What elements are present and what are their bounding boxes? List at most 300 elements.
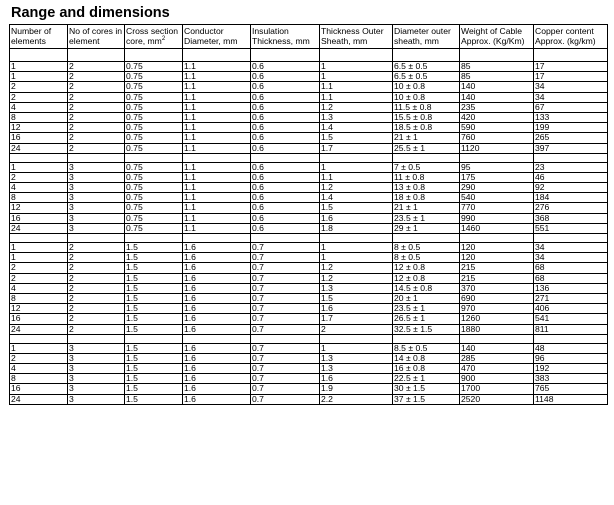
table-cell: 765 [534,384,608,394]
spacer-cell [320,334,393,343]
table-cell: 1 [10,243,68,253]
table-cell: 10 ± 0.8 [393,82,460,92]
table-cell: 24 [10,324,68,334]
table-row [10,273,608,283]
table-cell: 2 [68,112,125,122]
table-cell: 0.6 [251,133,320,143]
table-cell: 2 [10,353,68,363]
table-cell: 1.5 [125,343,183,353]
dimensions-table [9,24,608,405]
table-cell: 1.6 [183,394,251,404]
spacer-cell [320,49,393,62]
table-cell: 29 ± 1 [393,223,460,233]
table-cell: 4 [10,364,68,374]
table-body [10,49,608,405]
table-cell: 770 [460,203,534,213]
spacer-cell [393,234,460,243]
table-cell: 17 [534,62,608,72]
table-cell: 406 [534,304,608,314]
table-cell: 25.5 ± 1 [393,143,460,153]
table-cell: 6.5 ± 0.5 [393,72,460,82]
table-cell: 1 [10,62,68,72]
table-cell: 811 [534,324,608,334]
table-cell: 1.5 [125,283,183,293]
table-cell: 1.6 [320,374,393,384]
table-row [10,112,608,122]
table-cell: 1.1 [183,82,251,92]
table-cell: 1260 [460,314,534,324]
table-cell: 16 [10,384,68,394]
table-cell: 0.7 [251,343,320,353]
table-cell: 14 ± 0.8 [393,353,460,363]
table-cell: 1.1 [183,102,251,112]
table-cell: 8 [10,293,68,303]
spacer-cell [534,153,608,162]
table-cell: 0.7 [251,314,320,324]
table-cell: 2 [68,82,125,92]
header-copper-content: Copper content Approx. (kg/km) [534,25,608,49]
table-cell: 2 [10,263,68,273]
table-cell: 30 ± 1.5 [393,384,460,394]
table-cell: 3 [68,384,125,394]
table-row [10,203,608,213]
spacer-cell [125,334,183,343]
table-cell: 18.5 ± 0.8 [393,123,460,133]
spacer-cell [251,153,320,162]
table-cell: 0.75 [125,213,183,223]
table-cell: 1.6 [183,304,251,314]
table-cell: 1.6 [183,364,251,374]
spacer-cell [251,49,320,62]
spacer-cell [125,234,183,243]
table-cell: 1880 [460,324,534,334]
table-cell: 3 [68,203,125,213]
table-cell: 26.5 ± 1 [393,314,460,324]
table-cell: 34 [534,243,608,253]
table-cell: 0.7 [251,273,320,283]
table-cell: 470 [460,364,534,374]
table-cell: 8 ± 0.5 [393,243,460,253]
table-cell: 16 [10,213,68,223]
table-cell: 215 [460,263,534,273]
table-cell: 16 ± 0.8 [393,364,460,374]
spacer-cell [251,334,320,343]
table-cell: 24 [10,223,68,233]
table-cell: 10 ± 0.8 [393,92,460,102]
table-cell: 1.6 [320,213,393,223]
table-cell: 2 [68,123,125,133]
table-cell: 0.6 [251,72,320,82]
header-no-of-cores: No of cores in element [68,25,125,49]
table-cell: 1.5 [125,304,183,314]
group-spacer-row [10,334,608,343]
table-row [10,213,608,223]
table-cell: 760 [460,133,534,143]
table-cell: 0.6 [251,112,320,122]
document [9,5,609,405]
table-cell: 0.75 [125,172,183,182]
table-cell: 1.1 [183,143,251,153]
spacer-cell [460,153,534,162]
table-cell: 1.1 [183,213,251,223]
spacer-cell [320,153,393,162]
table-cell: 1.6 [183,353,251,363]
table-cell: 1.6 [183,343,251,353]
table-cell: 2 [68,304,125,314]
table-cell: 0.75 [125,193,183,203]
table-cell: 2 [68,253,125,263]
table-cell: 175 [460,172,534,182]
table-cell: 21 ± 1 [393,203,460,213]
table-row [10,123,608,133]
table-cell: 16 [10,314,68,324]
table-cell: 12 [10,123,68,133]
table-row [10,343,608,353]
table-cell: 12 ± 0.8 [393,273,460,283]
table-header [10,25,608,49]
table-cell: 2 [10,273,68,283]
table-cell: 2 [68,263,125,273]
table-cell: 1 [10,343,68,353]
table-cell: 68 [534,273,608,283]
table-row [10,133,608,143]
table-cell: 1.5 [125,324,183,334]
table-cell: 2 [10,172,68,182]
table-row [10,353,608,363]
table-cell: 285 [460,353,534,363]
table-cell: 2 [68,62,125,72]
table-cell: 2 [68,102,125,112]
table-cell: 1.6 [183,384,251,394]
table-cell: 2 [68,324,125,334]
table-row [10,324,608,334]
table-cell: 0.7 [251,394,320,404]
table-cell: 20 ± 1 [393,293,460,303]
table-cell: 8 [10,193,68,203]
table-cell: 3 [68,162,125,172]
table-cell: 970 [460,304,534,314]
table-row [10,364,608,374]
spacer-cell [460,49,534,62]
table-cell: 1.5 [125,243,183,253]
table-cell: 18 ± 0.8 [393,193,460,203]
table-cell: 0.7 [251,293,320,303]
table-cell: 3 [68,193,125,203]
table-cell: 1.2 [320,273,393,283]
table-cell: 46 [534,172,608,182]
table-cell: 11.5 ± 0.8 [393,102,460,112]
table-cell: 0.6 [251,172,320,182]
table-cell: 1.2 [320,102,393,112]
table-cell: 1.1 [183,72,251,82]
table-cell: 690 [460,293,534,303]
table-cell: 3 [68,374,125,384]
table-row [10,253,608,263]
table-cell: 1.3 [320,364,393,374]
table-cell: 24 [10,143,68,153]
table-cell: 0.7 [251,384,320,394]
table-cell: 1.1 [183,162,251,172]
table-cell: 1.1 [183,193,251,203]
table-cell: 85 [460,62,534,72]
table-cell: 67 [534,102,608,112]
spacer-cell [534,334,608,343]
table-cell: 3 [68,223,125,233]
table-row [10,162,608,172]
table-row [10,304,608,314]
table-cell: 235 [460,102,534,112]
table-cell: 1.5 [125,353,183,363]
table-cell: 4 [10,283,68,293]
table-cell: 1.1 [183,123,251,133]
table-cell: 0.75 [125,133,183,143]
table-cell: 2520 [460,394,534,404]
table-cell: 23.5 ± 1 [393,213,460,223]
table-cell: 540 [460,193,534,203]
table-row [10,102,608,112]
table-row [10,92,608,102]
table-cell: 1.5 [125,384,183,394]
table-cell: 1.1 [183,203,251,213]
table-cell: 24 [10,394,68,404]
table-cell: 136 [534,283,608,293]
table-cell: 271 [534,293,608,303]
table-cell: 1.5 [125,263,183,273]
table-cell: 8.5 ± 0.5 [393,343,460,353]
table-cell: 0.6 [251,123,320,133]
table-cell: 1.6 [183,314,251,324]
table-cell: 7 ± 0.5 [393,162,460,172]
table-cell: 0.6 [251,223,320,233]
spacer-cell [183,49,251,62]
table-cell: 265 [534,133,608,143]
table-cell: 16 [10,133,68,143]
table-cell: 1.5 [320,133,393,143]
spacer-cell [68,334,125,343]
table-cell: 900 [460,374,534,384]
table-cell: 1.6 [183,374,251,384]
table-row [10,394,608,404]
table-cell: 48 [534,343,608,353]
table-row [10,72,608,82]
table-cell: 140 [460,82,534,92]
table-cell: 1.3 [320,112,393,122]
table-cell: 8 [10,112,68,122]
spacer-cell [534,234,608,243]
table-cell: 1 [10,162,68,172]
table-cell: 199 [534,123,608,133]
table-cell: 0.7 [251,353,320,363]
table-cell: 34 [534,253,608,263]
table-cell: 0.6 [251,193,320,203]
table-cell: 1 [10,253,68,263]
table-cell: 140 [460,343,534,353]
header-number-of-elements: Number of elements [10,25,68,49]
table-cell: 276 [534,203,608,213]
spacer-cell [183,334,251,343]
table-cell: 0.7 [251,243,320,253]
table-cell: 37 ± 1.5 [393,394,460,404]
table-cell: 13 ± 0.8 [393,183,460,193]
table-cell: 0.75 [125,92,183,102]
spacer-cell [10,234,68,243]
table-cell: 4 [10,183,68,193]
spacer-cell [251,234,320,243]
table-cell: 34 [534,82,608,92]
table-cell: 1.5 [125,374,183,384]
spacer-cell [460,234,534,243]
table-row [10,283,608,293]
spacer-cell [393,334,460,343]
table-cell: 1120 [460,143,534,153]
table-row [10,384,608,394]
group-spacer-row [10,234,608,243]
spacer-cell [10,334,68,343]
table-cell: 8 [10,374,68,384]
table-cell: 1460 [460,223,534,233]
table-cell: 0.6 [251,62,320,72]
table-row [10,314,608,324]
table-row [10,243,608,253]
table-cell: 1.5 [125,293,183,303]
table-cell: 1 [320,243,393,253]
table-cell: 1.1 [183,133,251,143]
table-cell: 2 [68,133,125,143]
table-cell: 0.75 [125,123,183,133]
table-cell: 1.8 [320,223,393,233]
table-cell: 21 ± 1 [393,133,460,143]
table-cell: 1.4 [320,123,393,133]
table-cell: 1.6 [320,304,393,314]
table-row [10,143,608,153]
table-cell: 1.1 [320,82,393,92]
table-cell: 1.6 [183,293,251,303]
spacer-cell [68,234,125,243]
table-cell: 551 [534,223,608,233]
table-cell: 3 [68,183,125,193]
table-cell: 1.2 [320,183,393,193]
table-cell: 6.5 ± 0.5 [393,62,460,72]
spacer-cell [183,234,251,243]
table-cell: 1.5 [125,273,183,283]
table-cell: 68 [534,263,608,273]
table-cell: 140 [460,92,534,102]
spacer-cell [320,234,393,243]
table-cell: 3 [68,343,125,353]
table-cell: 541 [534,314,608,324]
table-cell: 1.2 [320,263,393,273]
table-cell: 383 [534,374,608,384]
table-cell: 15.5 ± 0.8 [393,112,460,122]
table-cell: 12 [10,304,68,314]
table-cell: 12 ± 0.8 [393,263,460,273]
table-cell: 3 [68,213,125,223]
header-outer-sheath-diameter: Diameter outer sheath, mm [393,25,460,49]
header-conductor-diameter: Conductor Diameter, mm [183,25,251,49]
table-cell: 0.6 [251,143,320,153]
table-cell: 17 [534,72,608,82]
table-cell: 0.7 [251,253,320,263]
table-cell: 2.2 [320,394,393,404]
table-cell: 133 [534,112,608,122]
table-cell: 2 [68,314,125,324]
table-cell: 11 ± 0.8 [393,172,460,182]
table-cell: 1.5 [125,314,183,324]
table-cell: 0.75 [125,143,183,153]
table-cell: 590 [460,123,534,133]
table-cell: 92 [534,183,608,193]
table-cell: 1148 [534,394,608,404]
spacer-cell [125,153,183,162]
table-row [10,193,608,203]
table-cell: 1.5 [125,364,183,374]
table-cell: 23.5 ± 1 [393,304,460,314]
table-cell: 1.1 [320,92,393,102]
table-cell: 420 [460,112,534,122]
table-cell: 0.75 [125,82,183,92]
table-cell: 1.7 [320,314,393,324]
table-cell: 1.5 [320,293,393,303]
table-cell: 0.6 [251,92,320,102]
table-cell: 1.6 [183,283,251,293]
table-cell: 1.1 [183,92,251,102]
spacer-cell [10,49,68,62]
table-cell: 2 [68,293,125,303]
table-cell: 96 [534,353,608,363]
spacer-cell [125,49,183,62]
table-cell: 1.1 [183,172,251,182]
table-cell: 0.75 [125,203,183,213]
table-cell: 85 [460,72,534,82]
table-cell: 0.6 [251,203,320,213]
spacer-cell [460,334,534,343]
table-cell: 370 [460,283,534,293]
table-cell: 1.4 [320,193,393,203]
table-cell: 0.75 [125,112,183,122]
table-cell: 2 [68,283,125,293]
table-cell: 1.6 [183,263,251,273]
table-cell: 14.5 ± 0.8 [393,283,460,293]
table-row [10,374,608,384]
table-cell: 120 [460,243,534,253]
table-cell: 0.7 [251,374,320,384]
table-cell: 4 [10,102,68,112]
table-cell: 0.75 [125,72,183,82]
table-cell: 3 [68,172,125,182]
table-cell: 0.75 [125,102,183,112]
spacer-cell [68,49,125,62]
table-cell: 2 [10,92,68,102]
table-row [10,82,608,92]
spacer-cell [10,153,68,162]
table-cell: 0.7 [251,324,320,334]
table-cell: 1.1 [320,172,393,182]
table-cell: 184 [534,193,608,203]
table-cell: 1.1 [183,223,251,233]
table-cell: 8 ± 0.5 [393,253,460,263]
table-cell: 3 [68,364,125,374]
spacer-cell [393,49,460,62]
table-cell: 368 [534,213,608,223]
table-cell: 1 [320,343,393,353]
table-cell: 1.1 [183,183,251,193]
group-spacer-row [10,153,608,162]
header-insulation-thickness: Insulation Thickness, mm [251,25,320,49]
table-cell: 0.75 [125,223,183,233]
table-cell: 1.5 [125,253,183,263]
table-row [10,172,608,182]
header-cross-section: Cross section core, $mm^2$ [125,25,183,49]
